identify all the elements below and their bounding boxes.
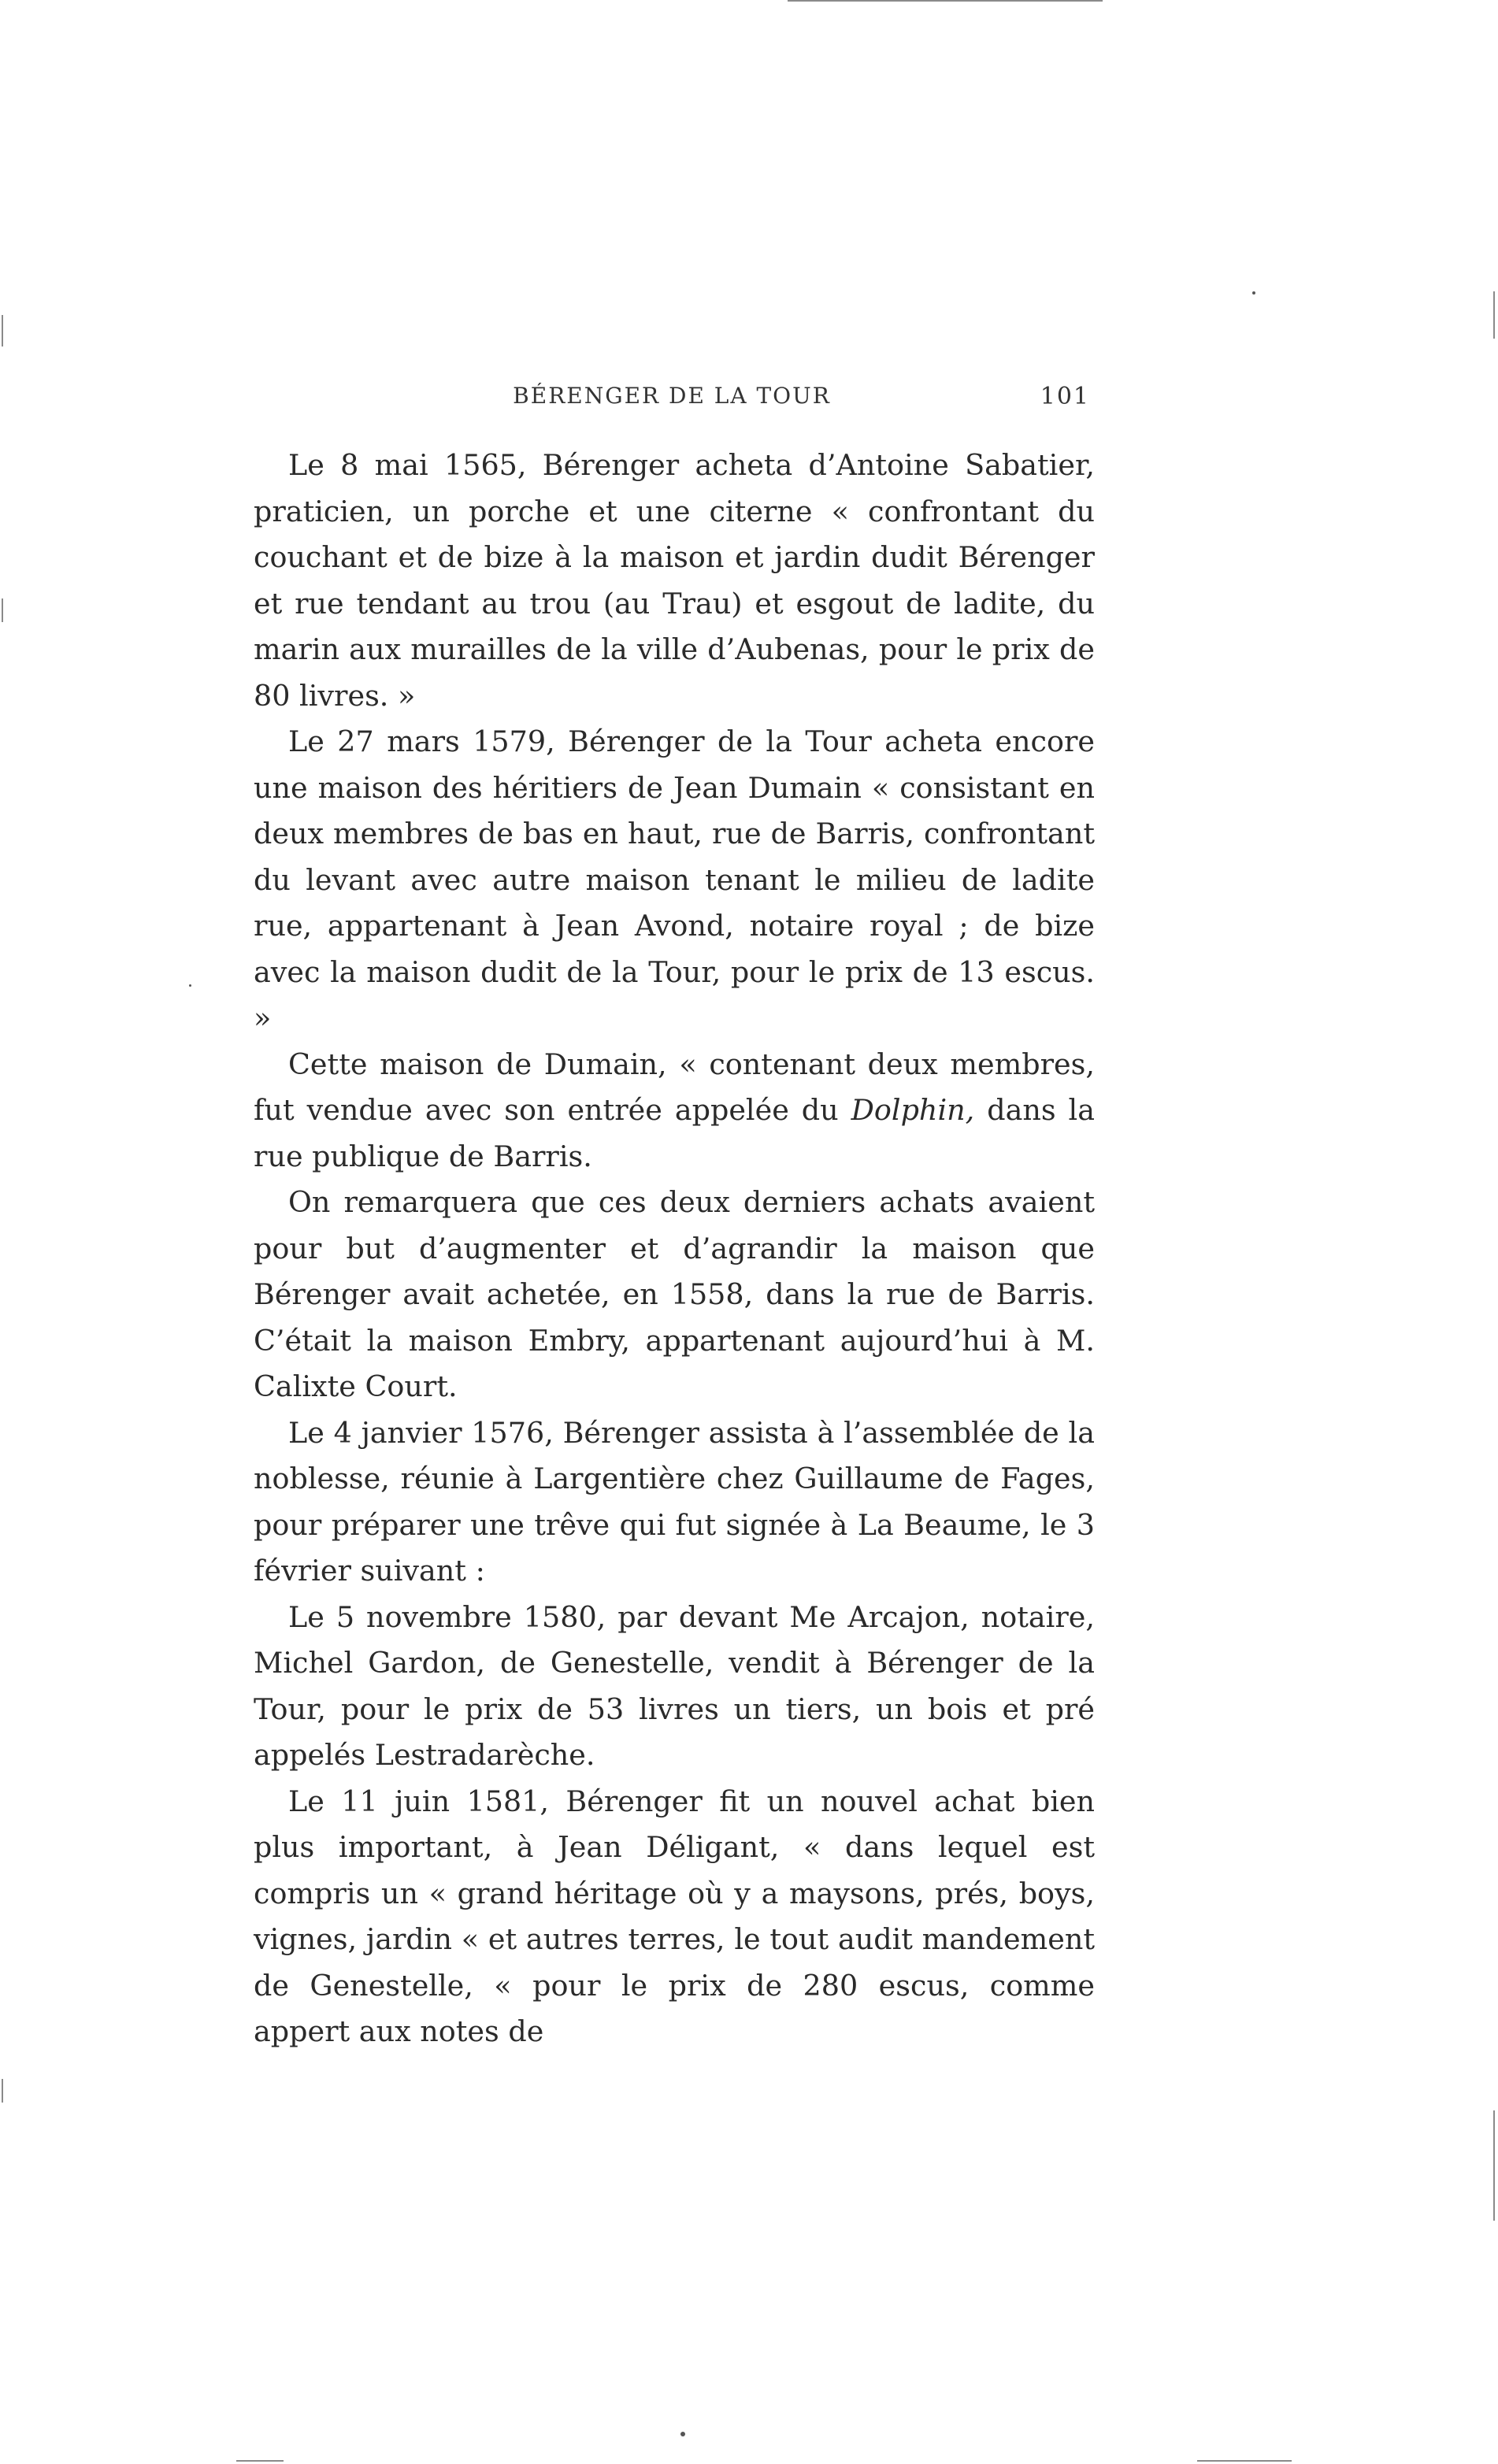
- paragraph-7: Le 11 juin 1581, Bérenger fit un nouvel achat bien plus important, à Jean Déligant, « dans lequel est compris un « grand héritage où y a maysons, prés, boys, vignes, jardin « et autres terres, le tout audit mandement de Genestelle, « pour le prix de 280 escus, comme appert aux notes de: [254, 1784, 1095, 2048]
- scan-edge-mark-left-1: [2, 315, 3, 346]
- paragraph-3-italic-name: Dolphin,: [851, 1093, 975, 1127]
- paragraph-6: Le 5 novembre 1580, par devant Me Arcajon, notaire, Michel Gardon, de Genestelle, vendit à Bérenger de la Tour, pour le prix de 53 livres un tiers, un bois et pré appelés Lestradarèche.: [254, 1599, 1095, 1772]
- scan-speck-3: [680, 2432, 685, 2436]
- paragraph-4: On remarquera que ces deux derniers achats avaient pour but d’augmenter et d’agrandir la maison que Bérenger avait achetée, en 1558, dans la rue de Barris. C’était la maison Embry, appartenant aujourd’hui à M. Calixte Court.: [254, 1185, 1095, 1403]
- scan-edge-mark-left-3: [2, 2079, 3, 2103]
- scan-speck-2: [189, 984, 191, 987]
- paragraph-3-text-end: dans la rue publique de Barris.: [254, 1093, 1095, 1173]
- scan-edge-mark-bottom-left: [236, 2460, 284, 2462]
- paragraph-2: Le 27 mars 1579, Bérenger de la Tour acheta encore une maison des héritiers de Jean Dumain « consistant en deux membres de bas en haut, rue de Barris, confrontant du levant avec autre maison tenant le milieu de ladite rue, appartenant à Jean Avond, notaire royal ; de bize avec la maison dudit de la Tour, pour le prix de 13 escus. »: [254, 724, 1095, 1035]
- page-number: 101: [1040, 383, 1090, 410]
- scan-edge-mark-right-2: [1493, 2110, 1495, 2221]
- scan-speck-1: [1252, 291, 1255, 295]
- scan-edge-mark-bottom-right: [1197, 2460, 1292, 2462]
- body-text: [254, 443, 1095, 2055]
- paragraph-3: [254, 1042, 1095, 1180]
- paragraph-3-text-start: Cette maison de Dumain, « contenant deux membres, fut vendue avec son entrée appelée du: [254, 1047, 1095, 1127]
- scan-edge-mark-top: [788, 0, 1103, 2]
- page-header: [254, 383, 1090, 422]
- scan-edge-mark-left-2: [2, 598, 3, 622]
- paragraph-1: Le 8 mai 1565, Bérenger acheta d’Antoine Sabatier, praticien, un porche et une citerne « confrontant du couchant et de bize à la maison et jardin dudit Bérenger et rue tendant au trou (au Trau) et esgout de ladite, du marin aux murailles de la ville d’Aubenas, pour le prix de 80 livres. »: [254, 448, 1095, 713]
- running-title: BÉRENGER DE LA TOUR: [513, 383, 831, 409]
- scan-edge-mark-right-1: [1493, 291, 1495, 339]
- paragraph-5: Le 4 janvier 1576, Bérenger assista à l’assemblée de la noblesse, réunie à Largentière chez Guillaume de Fages, pour préparer une trêve qui fut signée à La Beaume, le 3 février suivant :: [254, 1415, 1095, 1588]
